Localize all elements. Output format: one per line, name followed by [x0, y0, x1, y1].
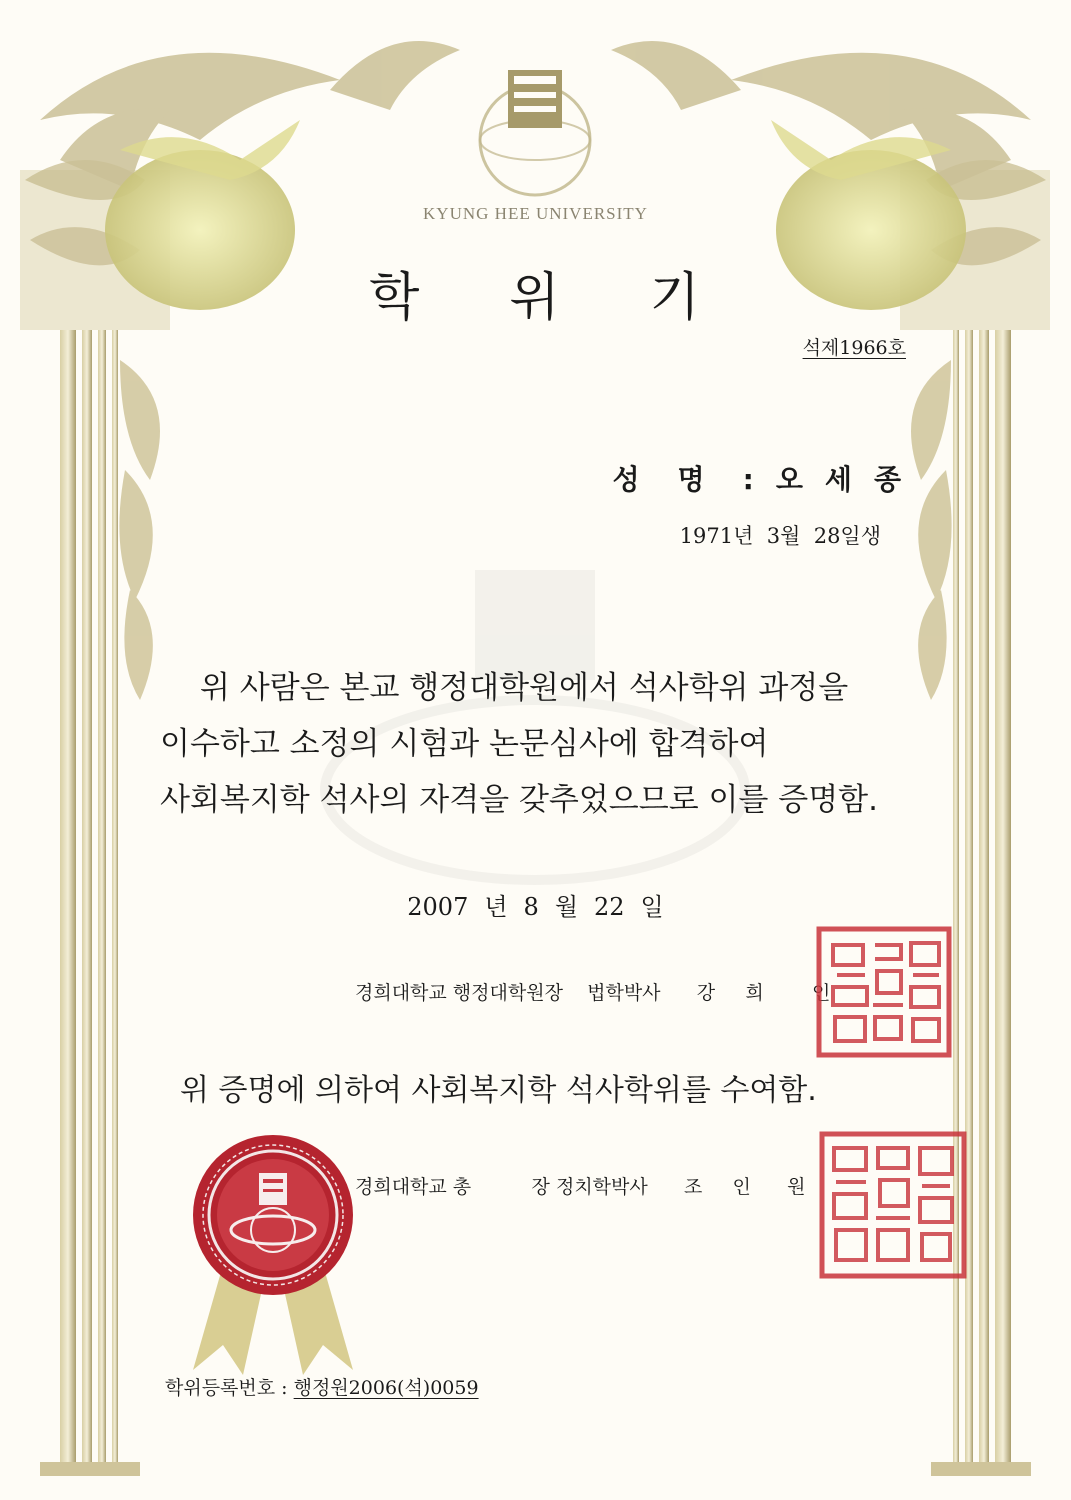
- recipient-name: [754, 463, 901, 496]
- name-separator: :: [742, 463, 754, 496]
- date-year-unit: 년: [484, 893, 508, 921]
- university-name: KYUNG HEE UNIVERSITY: [423, 204, 648, 223]
- certificate-title: [0, 255, 1071, 330]
- president-degree: 정치학박사: [555, 1176, 648, 1198]
- dean-signature-line: [355, 978, 830, 1005]
- name-char: 세: [824, 463, 852, 496]
- certificate-number: 석제1966호: [802, 337, 906, 359]
- registration-line: [165, 1373, 479, 1400]
- left-column: [20, 160, 170, 1476]
- president-seal-char: 원: [787, 1176, 806, 1198]
- registration-number: 행정원2006(석)0059: [293, 1377, 479, 1399]
- certificate-body: [160, 660, 910, 828]
- president-signature-line: [355, 1172, 806, 1199]
- name-char: 종: [873, 463, 901, 496]
- body-line: 이수하고 소정의 시험과 논문심사에 합격하여: [160, 726, 769, 762]
- recipient-name-row: [612, 458, 901, 498]
- president-org: 경희대학교 총 장: [355, 1176, 550, 1198]
- registration-label: 학위등록번호 :: [165, 1377, 288, 1399]
- president-name: 조 인: [684, 1176, 751, 1198]
- date-month: 8: [523, 893, 539, 921]
- conferral-statement: 위 증명에 의하여 사회복지학 석사학위를 수여함.: [180, 1073, 817, 1108]
- name-label: [612, 463, 742, 496]
- date-day-unit: 일: [640, 893, 664, 921]
- name-label-char: 명: [677, 463, 705, 496]
- body-line: 위 사람은 본교 행정대학원에서 석사학위 과정을: [200, 670, 849, 706]
- dean-name: 강 희: [696, 982, 764, 1004]
- date-year: 2007: [407, 893, 469, 921]
- title-char: 위: [509, 268, 562, 328]
- university-emblem: [480, 70, 590, 195]
- date-day: 22: [594, 893, 625, 921]
- title-char: 기: [649, 268, 702, 328]
- date-month-unit: 월: [554, 893, 578, 921]
- body-line: 사회복지학 석사의 자격을 갖추었으므로 이를 증명함.: [160, 782, 878, 818]
- dean-seal-stamp: [815, 925, 955, 1060]
- name-char: 오: [775, 463, 803, 496]
- president-seal-stamp: [818, 1130, 968, 1280]
- university-medal: [183, 1135, 363, 1375]
- dean-seal-char: 인: [812, 982, 831, 1004]
- birth-date: 1971년 3월 28일생: [679, 524, 881, 548]
- name-label-char: 성: [612, 463, 640, 496]
- dean-org: 경희대학교 행정대학원장: [355, 982, 563, 1004]
- dean-degree: 법학박사: [587, 982, 661, 1004]
- title-char: 학: [369, 268, 422, 328]
- issue-date: [0, 887, 1071, 922]
